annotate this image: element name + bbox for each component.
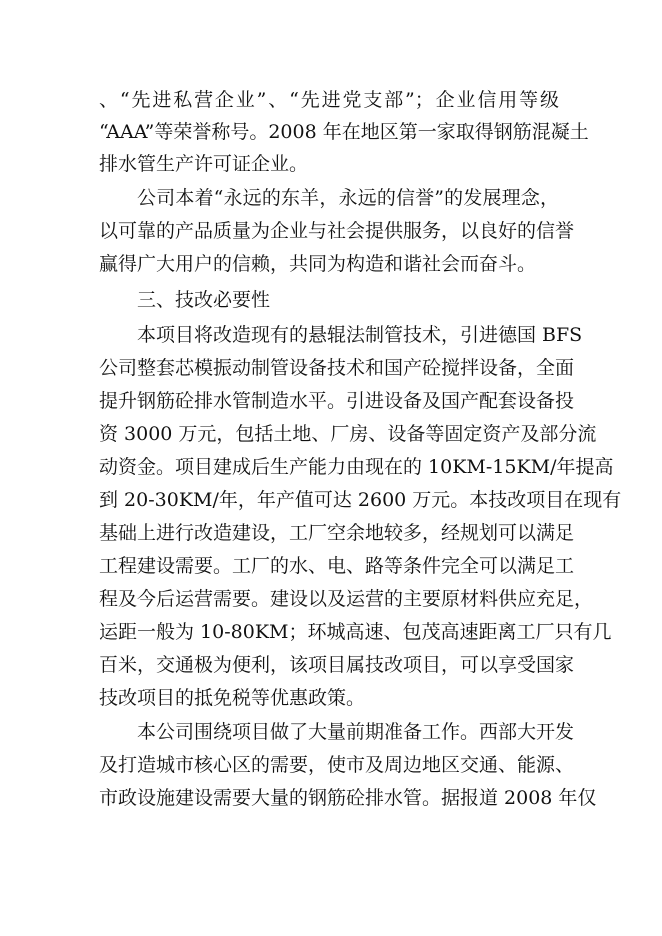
text-line: 提升钢筋砼排水管制造水平。引进设备及国产配套设备投 [99,390,575,412]
text-line: 动资金。项目建成后生产能力由现在的 10KM-15KM/年提高 [99,456,614,478]
text-line: 排水管生产许可证企业。 [99,153,309,175]
text-line: 以可靠的产品质量为企业与社会提供服务，以良好的信誉 [99,220,575,242]
text-line: 公司整套芯模振动制管设备技术和国产砼搅拌设备，全面 [99,357,575,379]
paragraph-first-line: 本项目将改造现有的悬辊法制管技术，引进德国 BFS [137,324,583,346]
text-line: 运距一般为 10-80KM；环城高速、包茂高速距离工厂只有几 [99,621,612,643]
text-line: 赢得广大用户的信赖，共同为构造和谐社会而奋斗。 [99,253,537,275]
text-line: 技改项目的抵免税等优惠政策。 [99,687,366,709]
text-line: 工程建设需要。工厂的水、电、路等条件完全可以满足工 [99,555,575,577]
text-line: 、“先进私营企业”、“先进党支部”；企业信用等级 [99,89,559,111]
text-line: 基础上进行改造建设，工厂空余地较多，经规划可以满足 [99,522,575,544]
text-line: “AAA”等荣誉称号。2008 年在地区第一家取得钢筋混凝土 [99,121,589,143]
text-line: 百米，交通极为便利，该项目属技改项目，可以享受国家 [99,654,575,676]
paragraph-first-line: 本公司围绕项目做了大量前期准备工作。西部大开发 [137,721,575,743]
text-line: 市政设施建设需要大量的钢筋砼排水管。据报道 2008 年仅 [99,787,597,809]
text-line: 资 3000 万元，包括土地、厂房、设备等固定资产及部分流 [99,423,597,445]
text-line: 程及今后运营需要。建设以及运营的主要原材料供应充足， [99,588,594,610]
paragraph-first-line: 公司本着“永远的东羊，永远的信誉”的发展理念， [137,187,559,209]
text-line: 及打造城市核心区的需要，使市及周边地区交通、能源、 [99,754,575,776]
text-line: 到 20-30KM/年，年产值可达 2600 万元。本技改项目在现有 [99,489,622,511]
section-heading: 三、技改必要性 [137,289,271,311]
